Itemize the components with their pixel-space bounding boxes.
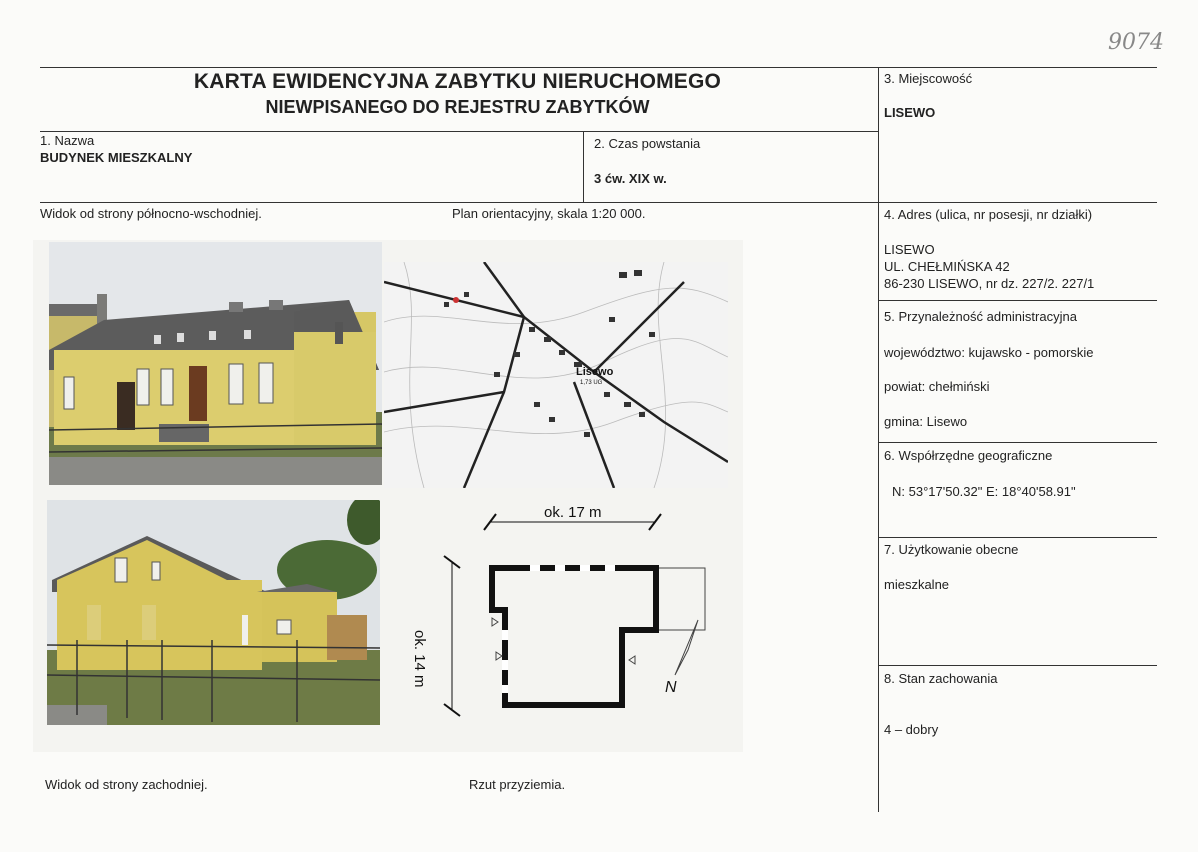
card-title: KARTA EWIDENCYJNA ZABYTKU NIERUCHOMEGO: [193, 70, 722, 93]
photo-west-view: [47, 500, 380, 725]
handwritten-number: 9074: [1108, 30, 1164, 55]
address-line2: UL. CHEŁMIŃSKA 42: [884, 259, 1010, 274]
admin-label: 5. Przynależność administracyjna: [884, 309, 1077, 324]
name-period-divider: [583, 131, 584, 202]
caption-view-ne: Widok od strony północno-wschodniej.: [40, 206, 262, 221]
photo-north-east-view: [49, 242, 382, 485]
address-label: 4. Adres (ulica, nr posesji, nr działki): [884, 207, 1093, 222]
right-column-divider: [878, 67, 879, 812]
name-label: 1. Nazwa: [40, 133, 95, 148]
orientation-map: [384, 262, 728, 488]
usage-label: 7. Użytkowanie obecne: [884, 542, 1019, 557]
name-value: BUDYNEK MIESZKALNY: [40, 150, 193, 165]
condition-label: 8. Stan zachowania: [884, 671, 998, 686]
map-town-sub: 1,73 UG: [580, 380, 603, 386]
period-label: 2. Czas powstania: [594, 136, 701, 151]
commune: gmina: Lisewo: [884, 414, 968, 429]
period-value: 3 ćw. XIX w.: [594, 171, 667, 186]
caption-view-w: Widok od strony zachodniej.: [45, 777, 208, 792]
caption-plan: Rzut przyziemia.: [469, 777, 566, 792]
condition-value: 4 – dobry: [884, 722, 939, 737]
map-town-label: Lisewo: [576, 366, 614, 378]
card-subtitle: NIEWPISANEGO DO REJESTRU ZABYTKÓW: [265, 97, 650, 117]
rule-usage: [878, 665, 1157, 666]
address-line3: 86-230 LISEWO, nr dz. 227/2. 227/1: [884, 276, 1095, 291]
rule-coords: [878, 537, 1157, 538]
locality-label: 3. Miejscowość: [884, 71, 973, 86]
title-rule: [40, 131, 878, 132]
voivodeship: województwo: kujawsko - pomorskie: [884, 345, 1094, 360]
coords-value: N: 53°17'50.32" E: 18°40'58.91": [892, 484, 1076, 499]
plan-depth-label: ok. 14 m: [411, 630, 428, 688]
floor-plan: [411, 500, 740, 720]
usage-value: mieszkalne: [884, 577, 950, 592]
north-label: N: [665, 679, 677, 696]
fields-rule: [40, 202, 1157, 203]
caption-map: Plan orientacyjny, skala 1:20 000.: [452, 206, 646, 221]
coords-label: 6. Współrzędne geograficzne: [884, 448, 1053, 463]
address-line1: LISEWO: [884, 242, 935, 257]
rule-address: [878, 300, 1157, 301]
locality-value: LISEWO: [884, 105, 936, 120]
plan-width-label: ok. 17 m: [544, 504, 602, 521]
county: powiat: chełmiński: [884, 379, 990, 394]
rule-admin: [878, 442, 1157, 443]
top-rule: [40, 67, 1157, 68]
